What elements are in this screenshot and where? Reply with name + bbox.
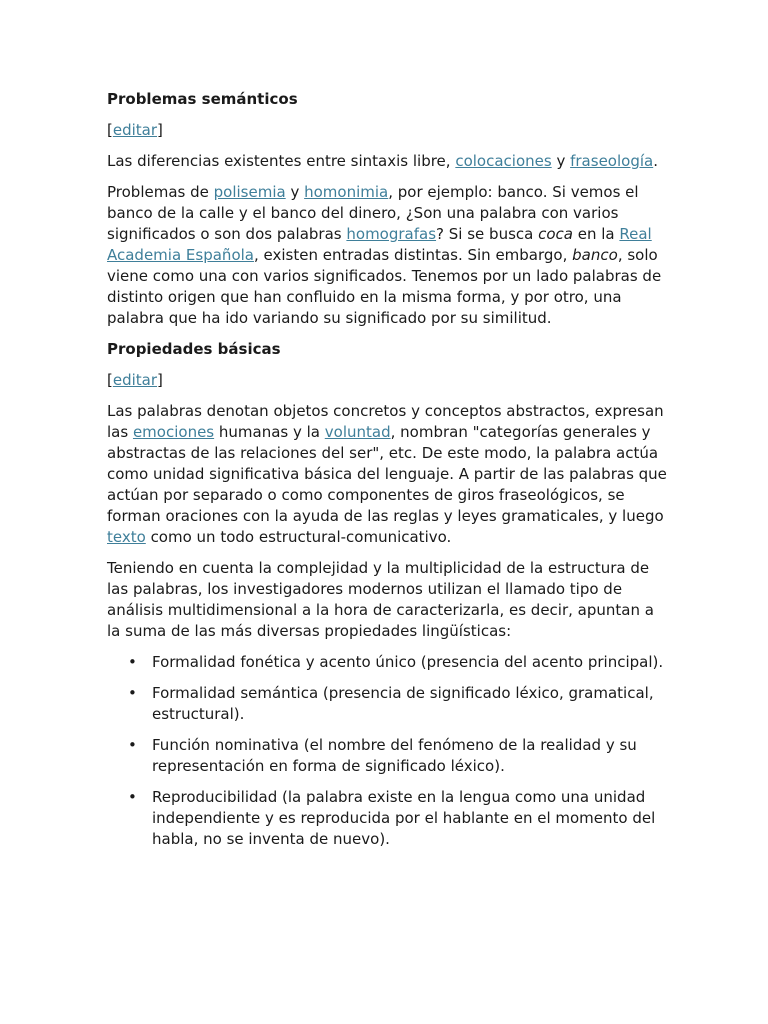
list-item: • Reproducibilidad (la palabra existe en la lengua como una unidad independiente y es reproducida por el hablante en el momento del habla, no se inventa de nuevo). (152, 787, 668, 850)
text-span: . (653, 152, 658, 170)
properties-list (107, 652, 668, 850)
text-span: , nombran "categorías generales y abstractas de las relaciones del ser", etc. De este modo, la palabra actúa como unidad significativa básica del lenguaje. A partir de las palabras que actúan por separado o como componentes de giros fraseológicos, se forman oraciones con la ayuda de las reglas y leyes gramaticales, y luego (107, 423, 667, 525)
link-homonimia[interactable]: homonimia (304, 183, 389, 201)
link-voluntad[interactable]: voluntad (324, 423, 391, 441)
link-homografas[interactable]: homografas (346, 225, 437, 243)
paragraph-polisemia (107, 182, 668, 329)
paragraph-complejidad: Teniendo en cuenta la complejidad y la multiplicidad de la estructura de las palabras, los investigadores modernos utilizan el llamado tipo de análisis multidimensional a la hora de caracterizarla, es decir, apuntan a la suma de las más diversas propiedades lingüísticas: (107, 559, 654, 640)
edit-section-line (107, 370, 668, 391)
link-colocaciones[interactable]: colocaciones (455, 152, 552, 170)
link-polisemia[interactable]: polisemia (213, 183, 286, 201)
list-item: • Función nominativa (el nombre del fenómeno de la realidad y su representación en forma de significado léxico). (152, 735, 668, 777)
emphasis-coca: coca (538, 225, 573, 243)
edit-link[interactable]: editar (112, 371, 158, 389)
emphasis-banco: banco (572, 246, 618, 264)
text-span: , por ejemplo: banco. Si vemos el banco de la calle y el banco del dinero, ¿Son una palabra con varios significados o son dos palabras (107, 183, 639, 243)
edit-bracket-open: [ (107, 121, 113, 139)
section-heading-propiedades-basicas: Propiedades básicas (107, 340, 281, 358)
text-span: en la (572, 225, 620, 243)
edit-bracket-close: ] (157, 371, 163, 389)
text-span: y (551, 152, 571, 170)
link-emociones[interactable]: emociones (132, 423, 215, 441)
link-texto[interactable]: texto (107, 528, 146, 546)
list-item: • Formalidad semántica (presencia de significado léxico, gramatical, estructural). (152, 683, 668, 725)
edit-bracket-close: ] (157, 121, 163, 139)
text-span: Las diferencias existentes entre sintaxis libre, (107, 152, 456, 170)
text-span: Las palabras denotan objetos concretos y conceptos abstractos, expresan las (107, 402, 664, 441)
link-fraseologia[interactable]: fraseología (570, 152, 654, 170)
text-span: , solo viene como una con varios significados. Tenemos por un lado palabras de distinto origen que han confluido en la misma forma, y por otro, una palabra que ha ido variando su significado por su similitud. (107, 246, 662, 327)
text-span: Problemas de (107, 183, 214, 201)
link-real-academia-espanola[interactable]: Real Academia Española (107, 225, 652, 264)
text-span: , existen entradas distintas. Sin embargo, (253, 246, 573, 264)
paragraph-palabras-denotan (107, 401, 668, 548)
edit-bracket-open: [ (107, 371, 113, 389)
edit-link[interactable]: editar (112, 121, 158, 139)
edit-section-line (107, 120, 668, 141)
paragraph-diferencias (107, 151, 668, 172)
text-span: y (285, 183, 305, 201)
text-span: ? Si se busca (436, 225, 539, 243)
text-span: humanas y la (214, 423, 325, 441)
list-item: • Formalidad fonética y acento único (presencia del acento principal). (152, 652, 668, 673)
text-span: como un todo estructural-comunicativo. (145, 528, 452, 546)
section-heading-problemas-semanticos: Problemas semánticos (107, 90, 298, 108)
